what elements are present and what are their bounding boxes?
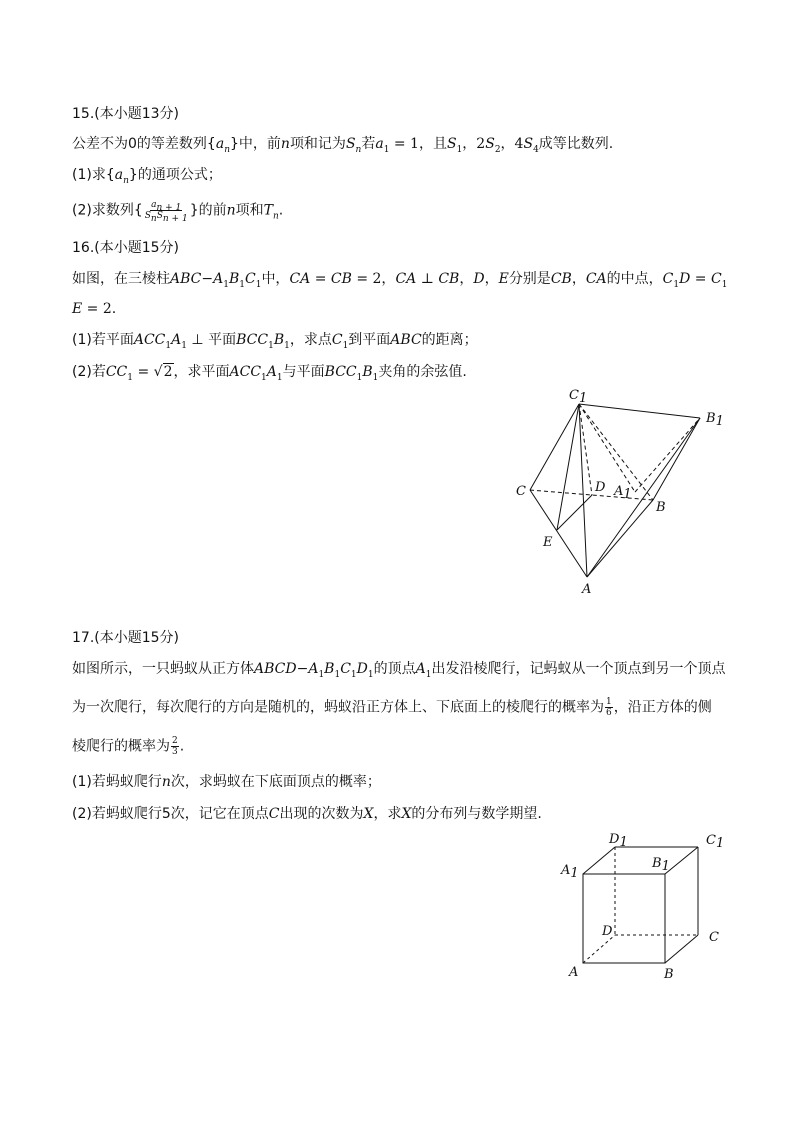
label-c: C bbox=[516, 484, 526, 499]
label-d1: D1 bbox=[609, 832, 628, 850]
hidden-edge-c1-a1 bbox=[579, 404, 635, 492]
label-d: D bbox=[602, 924, 613, 939]
label-c1: C1 bbox=[569, 388, 588, 406]
label-a1: A1 bbox=[561, 863, 579, 881]
q15-part2: (2)求数列{ $\frac{a_{n + 1}}{S_nS_{n + 1}}$ }的前n项和$T_n$. bbox=[72, 200, 284, 224]
q16-part2: (2)若$CC_1 = √2$，求平面$ACC_1A_1$与平面$BCC_1B_1$夹角的余弦值. bbox=[72, 364, 467, 383]
hidden-edge-a-d bbox=[583, 935, 615, 963]
fraction: $\frac{1}{6}$ bbox=[606, 697, 612, 718]
q17-line1: 如图所示，一只蚂蚁从正方体$ABCD-A_1B_1C_1D_1$的顶点$A_1$出发沿棱爬行，记蚂蚁从一个顶点到另一个顶点 bbox=[72, 661, 726, 680]
q17-header: 17.(本小题15分) bbox=[72, 630, 180, 646]
q16-part1: (1)若平面$ACC_1A_1$ ⊥ 平面$BCC_1B_1$，求点$C_1$到平面ABC的距离； bbox=[72, 332, 478, 351]
hidden-edge-a1-b1 bbox=[635, 418, 700, 492]
cube-front-face bbox=[583, 874, 665, 963]
q16-line2: E = 2. bbox=[72, 301, 117, 317]
q16-line1: 如图，在三棱柱$ABC-A_1B_1C_1$中，CA = CB = 2，CA ⊥ CB，D，E分别是CB，CA的中点，$C_1D = C_1$ bbox=[72, 271, 728, 290]
label-d: D bbox=[595, 480, 606, 495]
label-a: A bbox=[582, 582, 592, 597]
q15-stem: 公差不为0的等差数列$\{a_n\}$中，前n项和记为$S_n$若$a_1 = 1$，且$S_1$，$2S_2$，$4S_4$成等比数列. bbox=[72, 136, 614, 155]
q17-line3: 棱爬行的概率为 $\frac{2}{3}$ . bbox=[72, 736, 185, 757]
q17-part2: (2)若蚂蚁爬行5次，记它在顶点C出现的次数为X，求X的分布列与数学期望. bbox=[72, 806, 542, 822]
prism-figure bbox=[500, 385, 740, 600]
label-a: A bbox=[569, 965, 579, 980]
q15-header: 15.(本小题13分) bbox=[72, 106, 180, 122]
q17-part1: (1)若蚂蚁爬行n次，求蚂蚁在下底面顶点的概率； bbox=[72, 774, 381, 790]
q17-line2: 为一次爬行，每次爬行的方向是随机的，蚂蚁沿正方体上、下底面上的棱爬行的概率为 $\frac{1}{6}$ ，沿正方体的侧 bbox=[72, 697, 712, 718]
edge-c-a bbox=[530, 490, 587, 577]
sqrt-symbol: √2 bbox=[153, 364, 173, 380]
label-c1: C1 bbox=[706, 833, 725, 851]
q15-part1: (1)求$\{a_n\}$的通项公式； bbox=[72, 167, 222, 186]
label-e: E bbox=[543, 535, 553, 550]
label-b: B bbox=[656, 500, 666, 515]
edge-a-b1 bbox=[587, 418, 700, 577]
edge-b-b1 bbox=[653, 418, 700, 500]
edge-b-c bbox=[665, 935, 698, 963]
label-b1: B1 bbox=[706, 411, 724, 429]
edge-c1-a bbox=[579, 404, 587, 577]
edge-a-b bbox=[587, 500, 653, 577]
label-b: B bbox=[664, 967, 674, 982]
edge-b1-c1 bbox=[665, 847, 698, 874]
label-a1: A1 bbox=[614, 484, 632, 502]
edge-a1-d1 bbox=[583, 847, 615, 874]
fraction: $\frac{a_{n + 1}}{S_nS_{n + 1}}$ bbox=[144, 200, 188, 224]
q16-header: 16.(本小题15分) bbox=[72, 240, 180, 256]
label-c: C bbox=[709, 930, 719, 945]
label-b1: B1 bbox=[652, 856, 670, 874]
cube-figure bbox=[555, 828, 730, 983]
fraction: $\frac{2}{3}$ bbox=[172, 736, 178, 757]
edge-c1-b1 bbox=[579, 404, 700, 418]
